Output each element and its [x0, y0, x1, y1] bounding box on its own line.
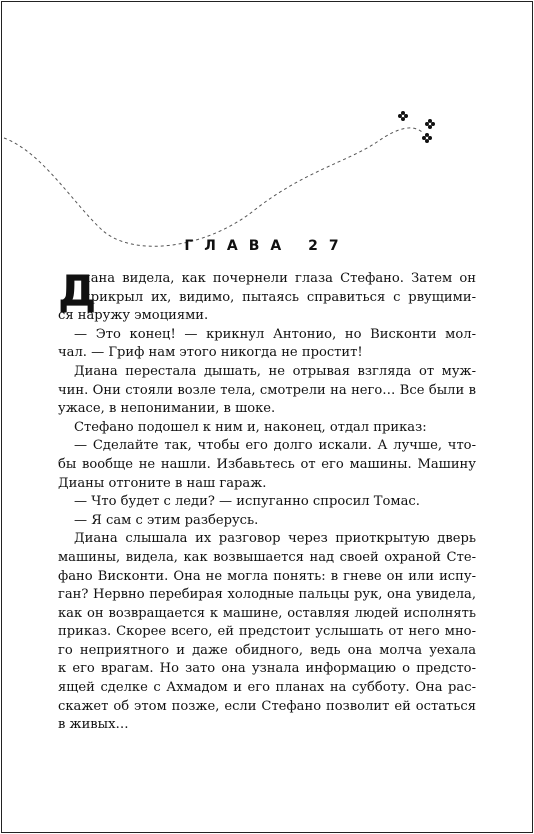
- text-line: в живых…: [58, 717, 129, 733]
- text-line: ящей сделке с Ахмадом и его планах на субботу. Она рас-: [58, 680, 476, 696]
- flower-icon: [398, 111, 408, 121]
- chapter-body: [58, 267, 476, 735]
- text-line: Дианы отгоните в наш гараж.: [58, 475, 267, 491]
- text-line: приказ. Скорее всего, ей предстоит услышать от него мно-: [58, 624, 476, 640]
- text-line: прикрыл их, видимо, пытаясь справиться с рвущими-: [82, 289, 476, 305]
- text-line: скажет об этом позже, если Стефано позволит ей остаться: [58, 698, 476, 714]
- flower-icon: [425, 119, 435, 129]
- text-line: ган? Нервно перебирая холодные пальцы рук, она увидела,: [58, 587, 476, 603]
- text-line: Диана перестала дышать, не отрывая взгляда от муж-: [74, 363, 476, 379]
- book-page: [1, 1, 533, 833]
- text-line: го неприятного и даже обидного, ведь она молча уехала: [58, 642, 476, 658]
- text-line: чин. Они стояли возле тела, смотрели на него… Все были в: [58, 382, 476, 398]
- flight-path-ornament: [2, 2, 532, 262]
- text-line: — Сделайте так, чтобы его долго искали. А лучше, что-: [74, 438, 476, 454]
- text-line: машины, видела, как возвышается над своей охраной Сте-: [58, 549, 476, 565]
- text-line: Стефано подошел к ним и, наконец, отдал приказ:: [74, 419, 427, 435]
- dashed-flight-path: [4, 128, 422, 246]
- text-line: — Я сам с этим разберусь.: [74, 512, 259, 528]
- text-line: ужасе, в непонимании, в шоке.: [58, 401, 276, 417]
- text-line: как он возвращается к машине, оставляя людей исполнять: [58, 605, 476, 621]
- drop-cap: Д: [58, 267, 97, 317]
- text-line: ся наружу эмоциями.: [58, 308, 209, 324]
- text-line: иана видела, как почернели глаза Стефано. Затем он: [82, 271, 476, 286]
- text-line: к его врагам. Но зато она узнала информацию о предсто-: [58, 661, 476, 677]
- chapter-title: ГЛАВА 27: [184, 238, 350, 254]
- text-line: фано Висконти. Она не могла понять: в гневе он или испу-: [58, 568, 476, 584]
- text-line: — Что будет с леди? — испуганно спросил Томас.: [74, 494, 420, 510]
- flower-icon: [422, 133, 432, 143]
- text-line: Диана слышала их разговор через приоткрытую дверь: [74, 531, 476, 547]
- text-line: чал. — Гриф нам этого никогда не простит!: [58, 345, 363, 361]
- text-line: — Это конец! — крикнул Антонио, но Висконти мол-: [74, 326, 476, 342]
- text-line: бы вообще не нашли. Избавьтесь от его машины. Машину: [58, 456, 476, 472]
